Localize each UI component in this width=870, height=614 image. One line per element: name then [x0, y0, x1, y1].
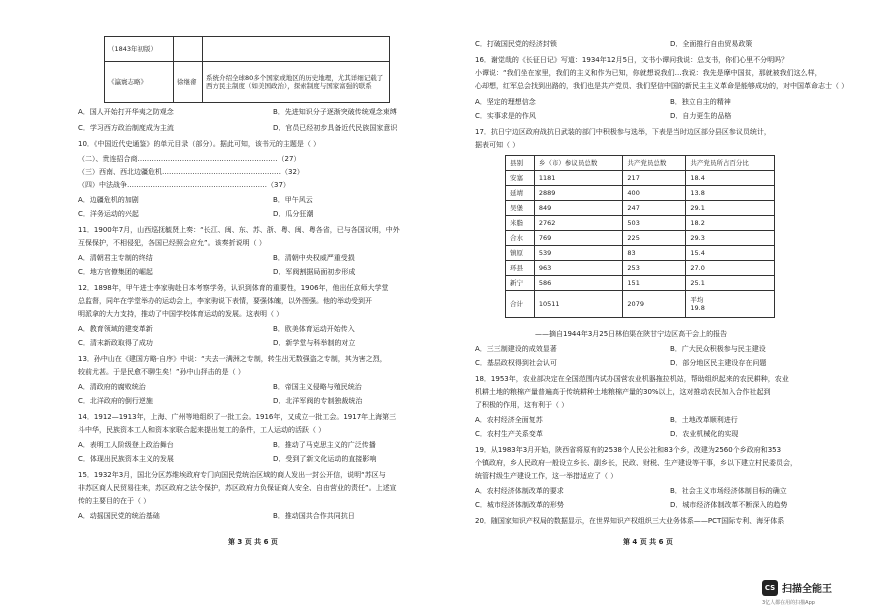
table-row — [506, 276, 775, 291]
q12-option-c[interactable]: C．清末新政取得了成功 — [78, 339, 153, 347]
table-cell — [686, 291, 775, 318]
table-cell: 769 — [534, 231, 623, 246]
q13-stem: 13．孙中山在《建国方略·自序》中说：“夫去一满洲之专制，转生出无数强盗之专制，其为害之烈， — [78, 355, 387, 363]
right-page — [475, 0, 870, 614]
table-cell: 2889 — [534, 186, 623, 201]
q19-stem: 19．从1983年3月开始，陕西省将原有的2538个人民公社和83个乡，改建为2560个乡政府和353 — [475, 446, 782, 454]
table-cell: 83 — [623, 246, 686, 261]
q17-stem-cont: 据表可知（ ） — [475, 141, 520, 149]
q16-stem: 16．谢觉哉的《长征日记》写道：1934年12月5日，文书小谭问我说：总支书，你们心里不分明吗？ — [475, 56, 789, 64]
q16-stem-cont: 心却想，红军总会找到出路的，我们也是共产党员、我们坚信中国的新民主主义革命是能够成功的，对中国革命志士（ ） — [475, 82, 849, 90]
table-cell: 29.3 — [686, 231, 775, 246]
q19-option-b[interactable]: B．社会主义市场经济体制目标的确立 — [670, 487, 787, 495]
table-cell: 系统介绍全球80多个国家或地区的历史地理，尤其详细记载了西方民主制度（如美国政治），探索制度与国家富强的联系 — [203, 62, 390, 103]
table-cell: （1843年初版） — [105, 37, 174, 62]
q12-stem: 12．1898年，甲午进士李家驹赴日本考察学务，认识到体育的重要性，1906年，他出任京师大学堂 — [78, 284, 389, 292]
table-cell: 环县 — [506, 261, 535, 276]
cs-logo-icon: CS — [762, 580, 778, 596]
q12-stem-cont: 明派拿的大力支持，推动了中国学校体育运动的发展。这表明（ ） — [78, 310, 284, 318]
q19-option-a[interactable]: A．农村经济体制改革的要求 — [475, 487, 564, 495]
q10-option-a[interactable]: A．边疆危机的加剧 — [78, 196, 139, 204]
q18-stem-cont: 了积极的作用，这有利于（ ） — [475, 401, 569, 409]
table-cell: 1181 — [534, 171, 623, 186]
q13-option-d[interactable]: D．北洋军阀的专制独裁统治 — [273, 397, 363, 405]
page-footer: 第 4 页 共 6 页 — [623, 538, 673, 546]
table-cell — [174, 37, 203, 62]
q17-option-a[interactable]: A．三三制建设的成效显著 — [475, 345, 557, 353]
table-cell: 延靖 — [506, 186, 535, 201]
table-cell: 18.2 — [686, 216, 775, 231]
table-cell: 米脂 — [506, 216, 535, 231]
table-cell: 539 — [534, 246, 623, 261]
q14-option-b[interactable]: B．推动了马克思主义的广泛传播 — [273, 441, 376, 449]
q15-stem: 15．1932年3月，国北分区苏维埃政府专门向国民党统治区域的商人发出一封公开信，说明“苏区与 — [78, 471, 386, 479]
q11-option-b[interactable]: B．清朝中央权威严重受损 — [273, 254, 355, 262]
table-row — [506, 186, 775, 201]
table-cell: 吴堡 — [506, 201, 535, 216]
table-cell: 安塞 — [506, 171, 535, 186]
table-row — [506, 216, 775, 231]
table-cell: 217 — [623, 171, 686, 186]
q18-stem: 18．1953年，农业部决定在全国范围内试办国营农业机器拖拉机站，帮助组织起来的农民耕种，农业 — [475, 375, 789, 383]
table-row — [506, 246, 775, 261]
toc-line: （三）西南、西北边疆危机……………………………………………（32） — [78, 168, 304, 176]
table-cell: 400 — [623, 186, 686, 201]
history-books-table — [104, 36, 390, 103]
q17-option-b[interactable]: B．广大民众积极参与民主建设 — [670, 345, 766, 353]
table-cell: 18.4 — [686, 171, 775, 186]
table-row — [506, 231, 775, 246]
q10-option-c[interactable]: C．洋务运动的兴起 — [78, 210, 139, 218]
q16-option-a[interactable]: A．坚定的理想信念 — [475, 98, 536, 106]
q9-option-d[interactable]: D．官员已经初步具备近代民族国家意识 — [273, 124, 398, 132]
table-total-row — [506, 291, 775, 318]
q10-option-d[interactable]: D．瓜分狂潮 — [273, 210, 314, 218]
table-cell: 2762 — [534, 216, 623, 231]
q13-option-c[interactable]: C．北洋政府的倒行逆施 — [78, 397, 153, 405]
table-cell: 《瀛寰志略》 — [105, 62, 174, 103]
table-cell: 新宁 — [506, 276, 535, 291]
scanner-app-logo — [762, 579, 862, 607]
table-cell: 27.0 — [686, 261, 775, 276]
q15-stem-cont: 传的主要目的在于（ ） — [78, 497, 151, 505]
q11-option-c[interactable]: C．地方官僚集团的崛起 — [78, 268, 153, 276]
table-cell: 849 — [534, 201, 623, 216]
q16-option-b[interactable]: B．独立自主的精神 — [670, 98, 731, 106]
q18-option-b[interactable]: B．土地改革顺利进行 — [670, 416, 738, 424]
table-cell: 963 — [534, 261, 623, 276]
table-cell: 503 — [623, 216, 686, 231]
column-header: 共产党员总数 — [623, 156, 686, 171]
q15-stem-cont: 非苏区商人民贸易往来，苏区政府之法令保护，苏区政府力负保证商人安全、自由营业的责任”。上述宣 — [78, 484, 397, 492]
table-cell: 合水 — [506, 231, 535, 246]
q9-option-a[interactable]: A．国人开始打开华夷之防观念 — [78, 108, 174, 116]
q16-option-c[interactable]: C．实事求是的作风 — [475, 112, 536, 120]
q9-option-c[interactable]: C．学习西方政治制度成为主流 — [78, 124, 174, 132]
table-header-row — [506, 156, 775, 171]
table-cell: 247 — [623, 201, 686, 216]
table-cell: 586 — [534, 276, 623, 291]
column-header: 共产党员所占百分比 — [686, 156, 775, 171]
q16-stem-cont: 小谭说：“我们坐在家里，我们的主义和作为已知，你就想说我们…我说：我先是摩中国贫，那就被我们这么样， — [475, 69, 822, 77]
table-cell: 253 — [623, 261, 686, 276]
table-row — [506, 261, 775, 276]
q14-option-c[interactable]: C．体现出民族资本主义的发展 — [78, 455, 174, 463]
q10-option-b[interactable]: B．甲午风云 — [273, 196, 313, 204]
q12-option-d[interactable]: D．新学堂与科举制的对立 — [273, 339, 356, 347]
q20-stem: 20．随国家知识产权局的数据显示，在世界知识产权组织三大业务体系——PCT国际专利、海牙体系 — [475, 517, 785, 525]
table-cell — [203, 37, 390, 62]
q14-stem: 14．1912—1913年，上海、广州等地组织了一批工会。1916年，又成立一批工会。1917年上海第三 — [78, 413, 397, 421]
table-row — [506, 201, 775, 216]
q13-option-b[interactable]: B．帝国主义侵略与殖民统治 — [273, 383, 362, 391]
q18-option-d[interactable]: D．农业机械化的实现 — [670, 430, 739, 438]
table-cell: 徐继畬 — [174, 62, 203, 103]
q14-option-a[interactable]: A．表明工人阶级登上政治舞台 — [78, 441, 174, 449]
q18-option-c[interactable]: C．农村生产关系变革 — [475, 430, 543, 438]
q12-option-b[interactable]: B．欧美体育运动开始传入 — [273, 325, 355, 333]
table-cell: 151 — [623, 276, 686, 291]
q11-option-a[interactable]: A．清朝君主专制的终结 — [78, 254, 153, 262]
left-page — [78, 0, 478, 614]
column-header: 县别 — [506, 156, 535, 171]
q17-option-d[interactable]: D．部分地区民主建设存在问题 — [670, 359, 767, 367]
q12-option-a[interactable]: A．教育领域的建变革新 — [78, 325, 153, 333]
table-source-caption: ——摘自1944年3月25日林伯渠在陕甘宁边区高干会上的报告 — [535, 330, 728, 338]
toc-line: （四）中法战争……………………………………………………（37） — [78, 181, 290, 189]
toc-line: （二）、贵连招合商……………………………………………………（27） — [78, 155, 301, 163]
table-cell: 225 — [623, 231, 686, 246]
table-cell: 镇原 — [506, 246, 535, 261]
table-cell: 合计 — [506, 291, 535, 318]
average-label: 平均 — [690, 295, 704, 304]
q19-option-c[interactable]: C．城市经济体制改革的形势 — [475, 501, 564, 509]
q15-option-a[interactable]: A．动摇国民党的统治基础 — [78, 512, 160, 520]
q19-stem-cont: 统管村级生产建设工作，这一举措适应了（ ） — [475, 472, 618, 480]
q16-option-d[interactable]: D．自力更生的品格 — [670, 112, 732, 120]
q15-option-d[interactable]: D．全面推行自由贸易政策 — [670, 40, 753, 48]
table-row — [506, 171, 775, 186]
q17-stem: 17．抗日宁边区政府战抗日武装的部门中积极参与选举，下表是当时边区部分县区参议员统计， — [475, 128, 771, 136]
column-header: 乡（市）参议员总数 — [534, 156, 623, 171]
q9-option-b[interactable]: B．先进知识分子逐渐突破传统观念束缚 — [273, 108, 397, 116]
q14-stem-cont: 斗中华，民族资本工人和资本家联合起来提出复工的条件，工人运动的活跃（ ） — [78, 426, 326, 434]
app-slogan: 3亿人都在用的扫描App — [762, 600, 815, 606]
q11-stem-cont: 互保保护，不相侵犯，各国已经照会应允”。该奏折说明（ ） — [78, 239, 266, 247]
table-cell: 2079 — [623, 291, 686, 318]
q15-option-c[interactable]: C．打破国民党的经济封锁 — [475, 40, 557, 48]
q15-option-b[interactable]: B．推动国共合作共同抗日 — [273, 512, 355, 520]
page-footer: 第 3 页 共 6 页 — [228, 538, 278, 546]
q10-stem: 10．《中国近代史通鉴》的单元目录（部分）。据此可知，该书元的主题是（ ） — [78, 140, 321, 148]
table-cell: 13.8 — [686, 186, 775, 201]
table-cell: 29.1 — [686, 201, 775, 216]
table-cell: 10511 — [534, 291, 623, 318]
q13-stem-cont: 较前尤甚。于是民愈不聊生矣！”孙中山抨击的是（ ） — [78, 368, 245, 376]
q18-option-a[interactable]: A．农村经济全面复苏 — [475, 416, 543, 424]
q19-option-d[interactable]: D．城市经济体制改革不断深入的趋势 — [670, 501, 788, 509]
q19-stem-cont: 个镇政府，乡人民政府一般设立乡长、副乡长，民政、财税、生产建设等干事，乡以下建立村民委员会， — [475, 459, 797, 467]
app-name: 扫描全能王 — [782, 584, 832, 595]
q18-stem-cont: 机耕土地的粮棉产量普遍高于传统耕种土地粮棉产量的30%以上，这对推动农民加入合作社起到 — [475, 388, 771, 396]
table-cell: 25.1 — [686, 276, 775, 291]
q11-stem: 11．1900年7月，山西巡抚毓贤上奏：“长江、闽、东、苏、浙、粤、闽、粤各省，已与各国议明，中外 — [78, 226, 400, 234]
q17-option-c[interactable]: C．基层政权得到社会认可 — [475, 359, 557, 367]
q13-option-a[interactable]: A．清政府的腐败统治 — [78, 383, 146, 391]
average-value: 19.8 — [690, 304, 705, 312]
q12-stem-cont: 总监督，同年在学堂举办的运动会上，李家驹说下表情，要强体魄，以外图强。他的举动受到开 — [78, 297, 372, 305]
table-cell: 15.4 — [686, 246, 775, 261]
council-statistics-table — [505, 155, 775, 318]
q11-option-d[interactable]: D．军阀割据局面初步形成 — [273, 268, 356, 276]
q14-option-d[interactable]: D．受到了新文化运动的直接影响 — [273, 455, 377, 463]
